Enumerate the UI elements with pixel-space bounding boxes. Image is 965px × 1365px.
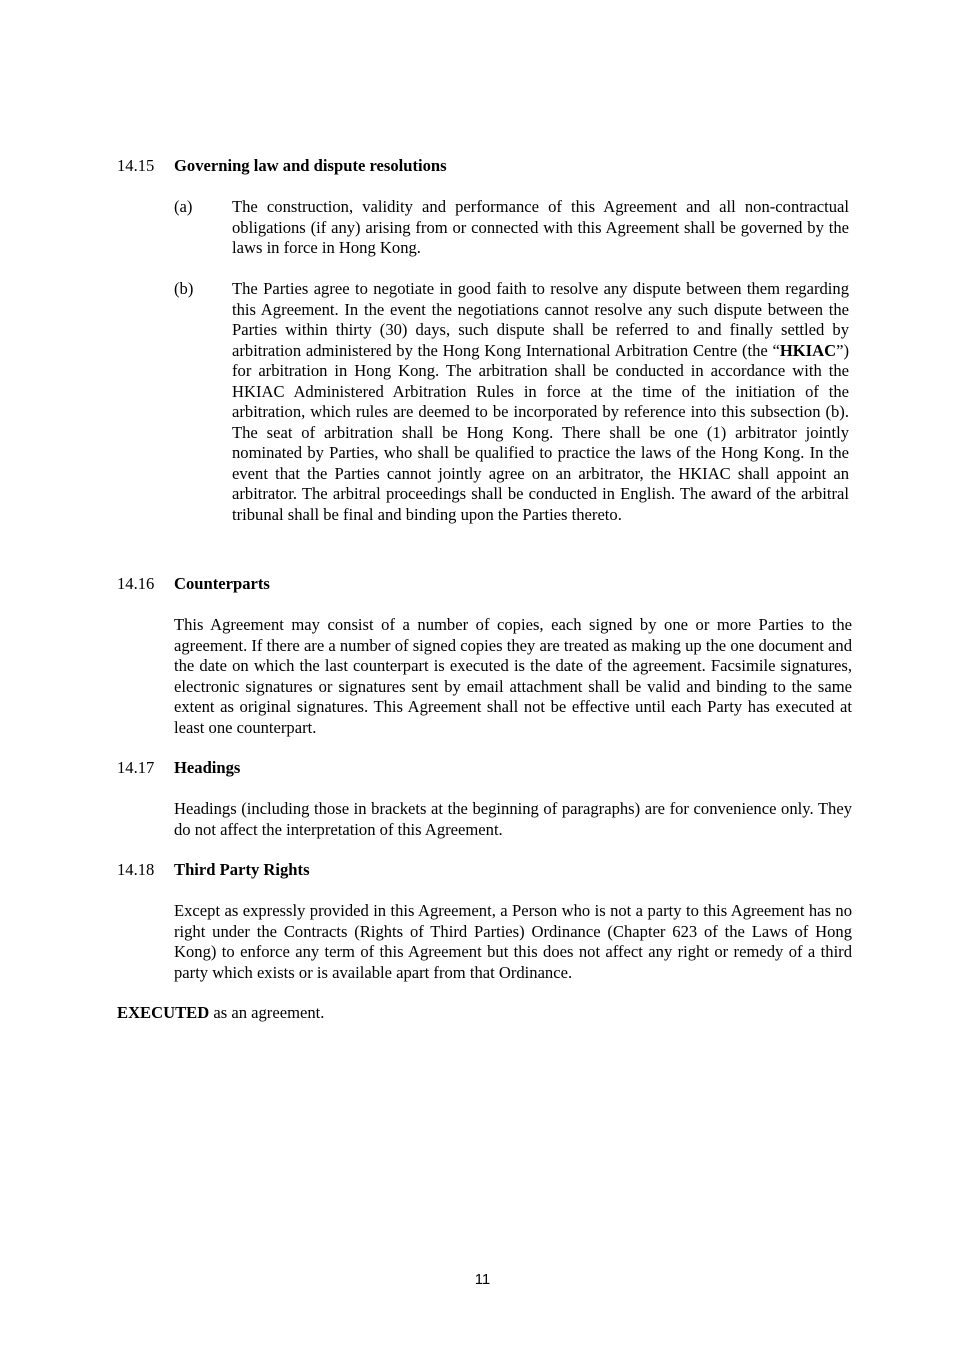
clause-label: (b) [174, 279, 194, 298]
clause-text: The construction, validity and performance of this Agreement and all non-contractual obligations (if any) arising from or connected with this Agreement shall be governed by the laws in force in Hong Kong. [232, 197, 849, 257]
section-body: Headings (including those in brackets at the beginning of paragraphs) are for convenience only. They do not affect the interpretation of this Agreement. [174, 799, 852, 839]
section-number: 14.17 [117, 758, 155, 777]
section-number: 14.15 [117, 156, 155, 175]
section-title: Counterparts [174, 574, 270, 593]
section-number: 14.18 [117, 860, 155, 879]
section-heading-governing-law [117, 156, 852, 177]
executed-label: EXECUTED [117, 1003, 210, 1022]
section-number: 14.16 [117, 574, 155, 593]
section-title: Governing law and dispute resolutions [174, 156, 447, 175]
defined-term: HKIAC [779, 340, 837, 360]
clause-label: (a) [174, 197, 193, 216]
executed-text: as an agreement. [209, 1003, 325, 1022]
section-title: Third Party Rights [174, 860, 310, 879]
section-heading-headings [117, 758, 852, 779]
section-heading-counterparts [117, 574, 852, 595]
execution-clause [117, 1003, 324, 1024]
clause-text [232, 279, 849, 525]
section-body: Except as expressly provided in this Agreement, a Person who is not a party to this Agreement has no right under the Contracts (Rights of Third Parties) Ordinance (Chapter 623 of the Laws of Hong Kong) to enforce any term of this Agreement but this does not affect any right or remedy of a third party which exists or is available apart from that Ordinance. [174, 901, 852, 982]
page-number: 11 [474, 1271, 491, 1288]
clause-text-part: The Parties agree to negotiate in good faith to resolve any dispute between them regarding this Agreement. In the event the negotiations cannot resolve any such dispute between the Parties within thirty (30) days, such dispute shall be referred to and finally settled by arbitration administered by the Hong Kong International Arbitration Centre (the “ [232, 279, 849, 360]
section-heading-third-party-rights [117, 860, 852, 881]
section-title: Headings [174, 758, 241, 777]
section-body: This Agreement may consist of a number of copies, each signed by one or more Parties to the agreement. If there are a number of signed copies they are treated as making up the one document and the date on which the last counterpart is executed is the date of the agreement. Facsimile signatures, electronic signatures or signatures sent by email attachment shall be valid and binding to the same extent as original signatures. This Agreement shall not be effective until each Party has executed at least one counterpart. [174, 615, 852, 737]
clause-text-part: ”) for arbitration in Hong Kong. The arbitration shall be conducted in accordance with the HKIAC Administered Arbitration Rules in force at the time of the initiation of the arbitration, which rules are deemed to be incorporated by reference into this subsection (b). The seat of arbitration shall be Hong Kong. There shall be one (1) arbitrator jointly nominated by Parties, who shall be qualified to practice the laws of the Hong Kong. In the event that the Parties cannot jointly agree on an arbitrator, the HKIAC shall appoint an arbitrator. The arbitral proceedings shall be conducted in English. The award of the arbitral tribunal shall be final and binding upon the Parties thereto. [232, 340, 849, 524]
